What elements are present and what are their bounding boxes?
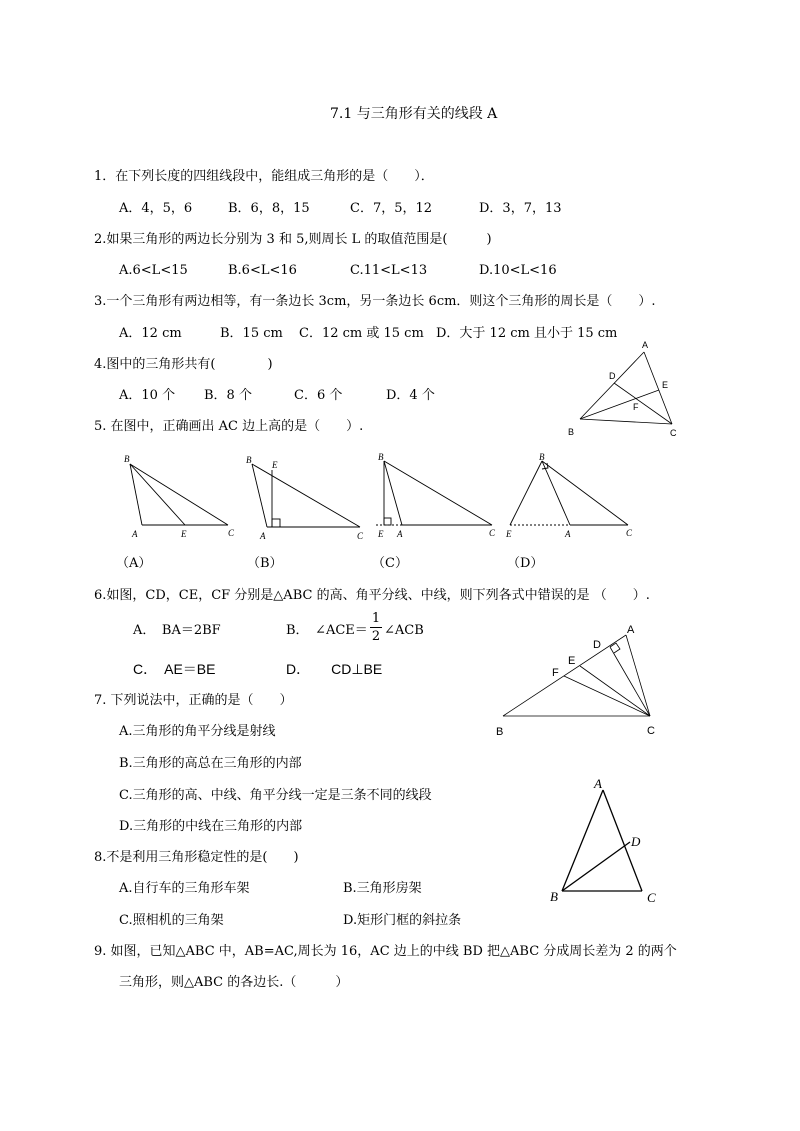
q5c-label-a: A	[397, 529, 403, 539]
q5b-label-a: A	[260, 531, 266, 541]
q3-option-b: B．15 cm	[220, 326, 283, 341]
q5d-label-a: A	[565, 529, 571, 539]
q6-option-b-fraction	[370, 612, 382, 643]
q5b-label-b: B	[246, 455, 252, 465]
q4-option-c: C．6 个	[294, 388, 343, 403]
q6-side-ac	[626, 635, 650, 716]
q5b-label-e: E	[272, 460, 278, 470]
q4-side-bc	[580, 419, 672, 424]
q5-figures	[110, 448, 650, 548]
page-title: 7.1 与三角形有关的线段 A	[330, 106, 498, 122]
q4-option-b: B．8 个	[204, 388, 252, 403]
q4-label-b: B	[568, 427, 575, 437]
q5d-label-c: C	[626, 528, 633, 538]
q9-line-2: 三角形，则△ABC 的各边长.（ ）	[119, 975, 349, 990]
q6-label-c: C	[647, 725, 655, 737]
q4-label-c: C	[670, 428, 677, 438]
q5c-label-c: C	[489, 528, 496, 538]
q3-stem: 3.一个三角形有两边相等，有一条边长 3cm，另一条边长 6cm．则这个三角形的周长是（ ）.	[94, 294, 656, 309]
q5-caption-a: （A）	[116, 556, 152, 571]
q4-stem: 4.图中的三角形共有( )	[94, 357, 273, 372]
q1-stem: 1．在下列长度的四组线段中，能组成三角形的是（ ）．	[94, 169, 434, 184]
q7-triangle-figure	[545, 770, 675, 910]
q5d-label-e: E	[506, 529, 512, 539]
q7-option-d: D.三角形的中线在三角形的内部	[119, 819, 303, 834]
q5d-label-b: B	[539, 452, 545, 462]
q6-option-b-prefix: B． ∠ACE＝	[286, 623, 368, 638]
q2-stem: 2.如果三角形的两边长分别为 3 和 5,则周长 L 的取值范围是( )	[94, 232, 492, 247]
q1-option-d: D．3，7，13	[479, 201, 562, 216]
q6-height-cd	[610, 647, 650, 716]
q3-option-d: D．大于 12 cm 且小于 15 cm	[436, 326, 618, 341]
q6-fraction-numerator: 1	[371, 611, 381, 626]
q4-label-d: D	[609, 371, 616, 381]
q8-option-c: C.照相机的三角架	[119, 913, 224, 928]
q5a-label-c: C	[228, 528, 235, 538]
q5-caption-c: （C）	[372, 556, 408, 571]
q5a-label-b: B	[124, 454, 130, 464]
q4-label-a: A	[642, 340, 649, 350]
q2-option-a: A.6<L<15	[119, 263, 188, 278]
q7-option-b: B.三角形的高总在三角形的内部	[119, 756, 302, 771]
q3-option-a: A．12 cm	[119, 326, 182, 341]
q6-fraction-bar	[370, 627, 382, 628]
q5-caption-b: （B）	[247, 556, 283, 571]
q4-triangle-figure	[560, 335, 700, 445]
q4-segment-be	[580, 390, 659, 419]
q4-option-d: D．4 个	[386, 388, 435, 403]
q6-side-ab	[503, 635, 626, 716]
q5b-label-c: C	[357, 531, 364, 541]
q5a-label-a: A	[132, 529, 138, 539]
q7-option-c: C.三角形的高、中线、角平分线一定是三条不同的线段	[119, 788, 432, 803]
q6-label-a: A	[627, 624, 635, 636]
q1-option-b: B．6，8，15	[228, 201, 310, 216]
q4-option-a: A．10 个	[119, 388, 176, 403]
q6-median-cf	[564, 676, 650, 716]
q5-caption-d: （D）	[507, 556, 544, 571]
q1-option-a: A．4，5，6	[119, 201, 193, 216]
q2-option-b: B.6<L<16	[228, 263, 297, 278]
q5c-label-e: E	[378, 529, 384, 539]
q9-line-1: 9. 如图，已知△ABC 中，AB=AC,周长为 16，AC 边上的中线 BD 把△ABC 分成周长差为 2 的两个	[94, 944, 677, 959]
q5a-label-e: E	[181, 529, 187, 539]
q7-stem: 7. 下列说法中，正确的是（ ）	[94, 693, 293, 708]
q1-option-c: C．7，5，12	[350, 201, 433, 216]
q6-option-a: A． BA＝2BF	[133, 623, 221, 638]
q7-label-c: C	[647, 890, 656, 905]
q6-stem: 6.如图，CD，CE，CF 分别是△ABC 的高、角平分线、中线，则下列各式中错误的是 （ ）.	[94, 588, 650, 603]
q2-option-d: D.10<L<16	[479, 263, 557, 278]
q6-option-c: C． AE＝BE	[133, 661, 216, 677]
q5c-label-b: B	[378, 452, 384, 462]
q6-label-d: D	[593, 639, 601, 651]
q6-fraction-denominator: 2	[371, 629, 381, 644]
q2-option-c: C.11<L<13	[350, 263, 428, 278]
q8-stem: 8.不是利用三角形稳定性的是( )	[94, 850, 299, 865]
q6-label-e: E	[568, 655, 576, 667]
q3-option-c: C．12 cm 或 15 cm	[299, 326, 424, 341]
q6-triangle-figure	[490, 618, 670, 743]
q8-option-b: B.三角形房架	[343, 881, 422, 896]
q7-label-b: B	[550, 889, 558, 904]
q6-option-b-suffix: ∠ACB	[384, 623, 424, 638]
q6-label-b: B	[496, 726, 504, 738]
q7-label-a: A	[594, 776, 602, 791]
q7-label-d: D	[631, 834, 641, 849]
q4-label-e: E	[662, 380, 669, 390]
q4-label-f: F	[633, 402, 639, 412]
q8-option-d: D.矩形门框的斜拉条	[343, 913, 462, 928]
q7-option-a: A.三角形的角平分线是射线	[119, 724, 276, 739]
q6-option-d: D． CD⊥BE	[286, 661, 383, 677]
q6-label-f: F	[552, 667, 559, 679]
q6-bisector-ce	[580, 666, 650, 716]
q5-stem: 5. 在图中，正确画出 AC 边上高的是（ ）.	[94, 419, 364, 434]
q8-option-a: A.自行车的三角形车架	[119, 881, 250, 896]
